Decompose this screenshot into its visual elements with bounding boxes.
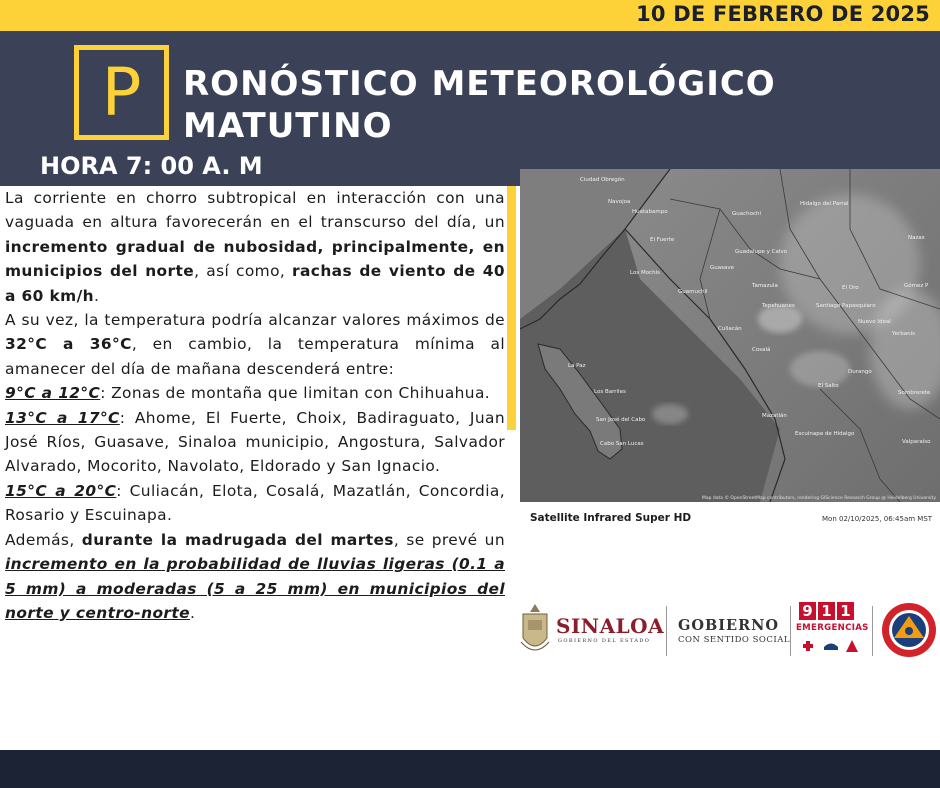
logo-divider [666,606,667,656]
map-label: Yerbanis [892,331,916,337]
emergency-digit: 1 [837,602,854,620]
date-label: 10 DE FEBRERO DE 2025 [636,2,930,26]
map-label: Nazas [908,235,925,241]
header-banner [0,31,940,186]
police-icon [824,644,838,651]
map-label: Culiacán [718,326,742,332]
range-label-3: 15°C a 20°C [5,481,117,500]
yellow-accent-bar [507,186,516,430]
map-label: Los Mochis [630,270,660,276]
gobierno-subtitle: CON SENTIDO SOCIAL [678,635,791,645]
emergency-word: EMERGENCIAS [796,623,869,633]
emergency-digit: 9 [799,602,816,620]
footer-band [0,750,940,788]
satellite-caption: Satellite Infrared Super HD [530,512,692,524]
forecast-hour: HORA 7: 00 A. M [40,152,263,180]
map-label: Santiago Papasquiaro [816,303,876,309]
fire-icon [846,640,858,652]
satellite-timestamp: Mon 02/10/2025, 06:45am MST [822,515,933,523]
map-label: El Salto [818,383,839,389]
gobierno-wordmark: GOBIERNO [678,617,780,634]
medical-cross-icon [803,641,813,651]
map-label: El Fuerte [650,237,675,243]
range-label-1: 9°C a 12°C [5,384,101,403]
map-label: Cosalá [752,347,771,353]
map-label: Nuevo Ideal [858,319,891,325]
page-title [183,63,776,147]
map-label: Guamuchil [678,289,708,295]
map-label: Guasave [710,265,734,271]
range-north: 13°C a 17°C: Ahome, El Fuerte, Choix, Badiraguato, Juan José Ríos, Guasave, Sinaloa municipio, Angostura, Salvador Alvarado, Mocorito, Navolato, Eldorado y San Ignacio. [5,408,505,476]
sinaloa-wordmark: SINALOA [556,614,665,638]
map-label: Cabo San Lucas [600,441,644,447]
highlight-tuesday: durante la madrugada del martes [81,530,394,549]
map-label: Huatabampo [632,209,668,215]
map-label: Durango [848,369,872,375]
title-line-2: MATUTINO [183,106,393,146]
sinaloa-subtitle: GOBIERNO DEL ESTADO [558,638,651,644]
map-label: Escuinapa de Hidalgo [795,431,855,437]
civil-protection-icon [880,598,938,662]
map-label: Valparaíso [902,439,931,445]
map-label: Guadalupe y Calvo [735,249,787,255]
highlight-cloudiness: incremento gradual de nubosidad, principalmente, en municipios del norte [5,237,505,281]
range-mountains: 9°C a 12°C: Zonas de montaña que limitan con Chihuahua. [5,384,491,403]
satellite-map [520,169,940,502]
state-coat-of-arms-icon [518,602,552,658]
map-label: La Paz [568,363,586,369]
map-label: Gómez P [904,283,929,289]
map-label: Tamazula [752,283,778,289]
paragraph-rain: Además, durante la madrugada del martes, se prevé un incremento en la probabilidad de lluvias ligeras (0.1 a 5 mm) a moderadas (5 a 25 mm) en municipios del norte y centro-norte. [5,530,505,622]
map-label: Navojoa [608,199,631,205]
map-label: Sombrerete [898,390,931,396]
paragraph-cloudiness: La corriente en chorro subtropical en interacción con una vaguada en altura favorecerán en el transcurso del día, un incremento gradual de nubosidad, principalmente, en municipios del norte, así como, rachas de viento de 40 a 60 km/h. [5,189,506,305]
highlight-rain: incremento en la probabilidad de lluvias ligeras (0.1 a 5 mm) a moderadas (5 a 25 mm) en municipios del norte y centro-norte [5,555,505,622]
range-south: 15°C a 20°C: Culiacán, Elota, Cosalá, Mazatlán, Concordia, Rosario y Escuinapa. [5,481,505,525]
range-label-2: 13°C a 17°C [5,408,120,427]
map-label: San José del Cabo [596,417,646,423]
emergency-digit: 1 [818,602,835,620]
satellite-image [520,169,940,502]
map-attribution: Map data © OpenStreetMap contributors, rendering GIScience Research Group @ Heidelberg University [702,496,936,501]
paragraph-temperature: A su vez, la temperatura podría alcanzar valores máximos de 32°C a 36°C, en cambio, la temperatura mínima al amanecer del día de mañana descenderá entre: [5,311,506,378]
map-label: Hidalgo del Parral [800,201,849,207]
title-line-1: RONÓSTICO METEOROLÓGICO [183,64,776,104]
highlight-wind: rachas de viento de 40 a 60 km/h [5,262,506,305]
forecast-text [5,186,505,625]
emergency-digits [799,602,854,620]
logo-divider [790,606,791,656]
logo-divider [872,606,873,656]
title-initial: P [101,54,142,131]
map-label: Tepehuanes [762,303,795,309]
map-label: Mazatlán [762,413,787,419]
highlight-max-temp: 32°C a 36°C [5,335,132,354]
logo-strip [518,598,940,662]
map-label: Guachochi [732,211,762,217]
map-label: Ciudad Obregón [580,177,625,183]
emergency-icons [800,638,862,654]
map-label: El Oro [842,285,859,291]
title-initial-box [74,45,169,140]
emergency-911-logo [796,602,869,660]
map-label: Los Barriles [594,389,626,395]
